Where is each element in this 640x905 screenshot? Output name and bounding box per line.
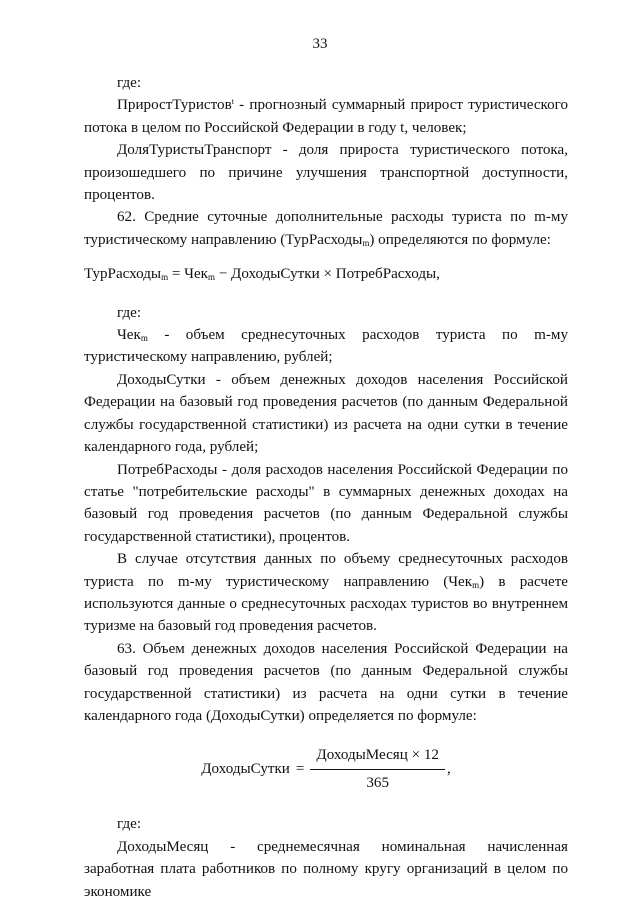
- definition-dohody-mesyac: [84, 836, 568, 903]
- formula1-b: = Чек: [168, 266, 208, 283]
- where-label-2: где:: [117, 304, 142, 321]
- definition-dohody-mesyac-text: - среднемесячная номинальная начисленная заработная плата работников по полному кругу организаций в целом по экономике: [84, 838, 568, 900]
- definition-dolya-text: - доля прироста туристического потока, произошедшего по причине улучшения транспортной доступности, процентов.: [84, 142, 568, 204]
- term-potreb-rashody: ПотребРасходы: [117, 461, 218, 478]
- term-chek-sub: m: [140, 333, 148, 344]
- paragraph-absent-term: Чек: [448, 573, 473, 590]
- definition-chek-text: - объем среднесуточных расходов туриста по m-му туристическому направлению, рублей;: [84, 327, 568, 366]
- paragraph-62-sub: m: [362, 237, 370, 248]
- where-label-1: где:: [117, 75, 142, 91]
- formula2-fraction: [310, 744, 445, 794]
- paragraph-62: [84, 206, 568, 251]
- formula1-a-sub: m: [161, 272, 169, 283]
- definition-chek: [84, 324, 568, 369]
- document-body: [84, 72, 568, 903]
- term-prirost: ПриростТуристов: [117, 97, 232, 114]
- formula1-a: ТурРасходы: [84, 266, 162, 283]
- definition-potreb-rashody-text: - доля расходов населения Российской Федерации по статье "потребительские расходы" в суммарных денежных доходах на базовый год проведения расчетов (по данным Федеральной службы государственной статистики), процентов.: [84, 461, 568, 545]
- definition-potreb-rashody: [84, 459, 568, 549]
- formula2-numerator: ДоходыМесяц × 12: [316, 747, 439, 764]
- where-label-3: где:: [117, 816, 142, 833]
- definition-prirost-text: - прогнозный суммарный прирост туристического потока в целом по Российской Федерации в году t, человек;: [84, 97, 568, 136]
- paragraph-62-part-a: 62. Средние суточные дополнительные расходы туриста по m-му туристическому направлению (ТурРасходы: [84, 209, 568, 248]
- formula2-tail: ,: [446, 761, 451, 778]
- formula-dohody-sutki: [84, 741, 568, 797]
- paragraph-absent-sub: m: [472, 579, 480, 590]
- term-dolya: ДоляТуристыТранспорт: [117, 142, 272, 159]
- page-number: 33: [312, 36, 328, 52]
- term-chek: Чек: [117, 327, 141, 344]
- formula1-b-sub: m: [207, 272, 215, 283]
- definition-dohody-sutki-text: - объем денежных доходов населения Российской Федерации на базовый год проведения расчетов (по данным Федеральной службы государственной статистики) из расчета на одни сутки в течение календарного года, рублей;: [84, 371, 568, 456]
- term-prirost-sup: t: [231, 97, 234, 107]
- definition-dolya: [84, 139, 568, 206]
- term-dohody-mesyac: ДоходыМесяц: [117, 838, 209, 855]
- formula1-c: − ДоходыСутки × ПотребРасходы,: [215, 266, 440, 283]
- formula-tur-rashody: [84, 263, 568, 285]
- paragraph-62-part-b: ) определяются по формуле:: [369, 231, 551, 248]
- paragraph-absent-part-a: В случае отсутствия данных по объему среднесуточных расходов туриста по m-му туристическому направлению (: [84, 551, 568, 590]
- definition-prirost: [84, 94, 568, 139]
- formula2-denominator: 365: [366, 774, 389, 791]
- paragraph-absent-part-b: ) в расчете используются данные о среднесуточных расходах туристов во внутреннем туризме на базовый год проведения расчетов.: [84, 573, 568, 635]
- definition-dohody-sutki: [84, 369, 568, 459]
- paragraph-63: 63. Объем денежных доходов населения Российской Федерации на базовый год проведения расчетов (по данным Федеральной службы государственной статистики) из расчета на одни сутки в течение календарного года (ДоходыСутки) определяется по формуле:: [84, 640, 568, 724]
- formula2-lhs: ДоходыСутки: [201, 761, 290, 778]
- term-dohody-sutki: ДоходыСутки: [117, 371, 206, 388]
- paragraph-absent-data: [84, 548, 568, 638]
- formula2-equals: =: [295, 761, 305, 778]
